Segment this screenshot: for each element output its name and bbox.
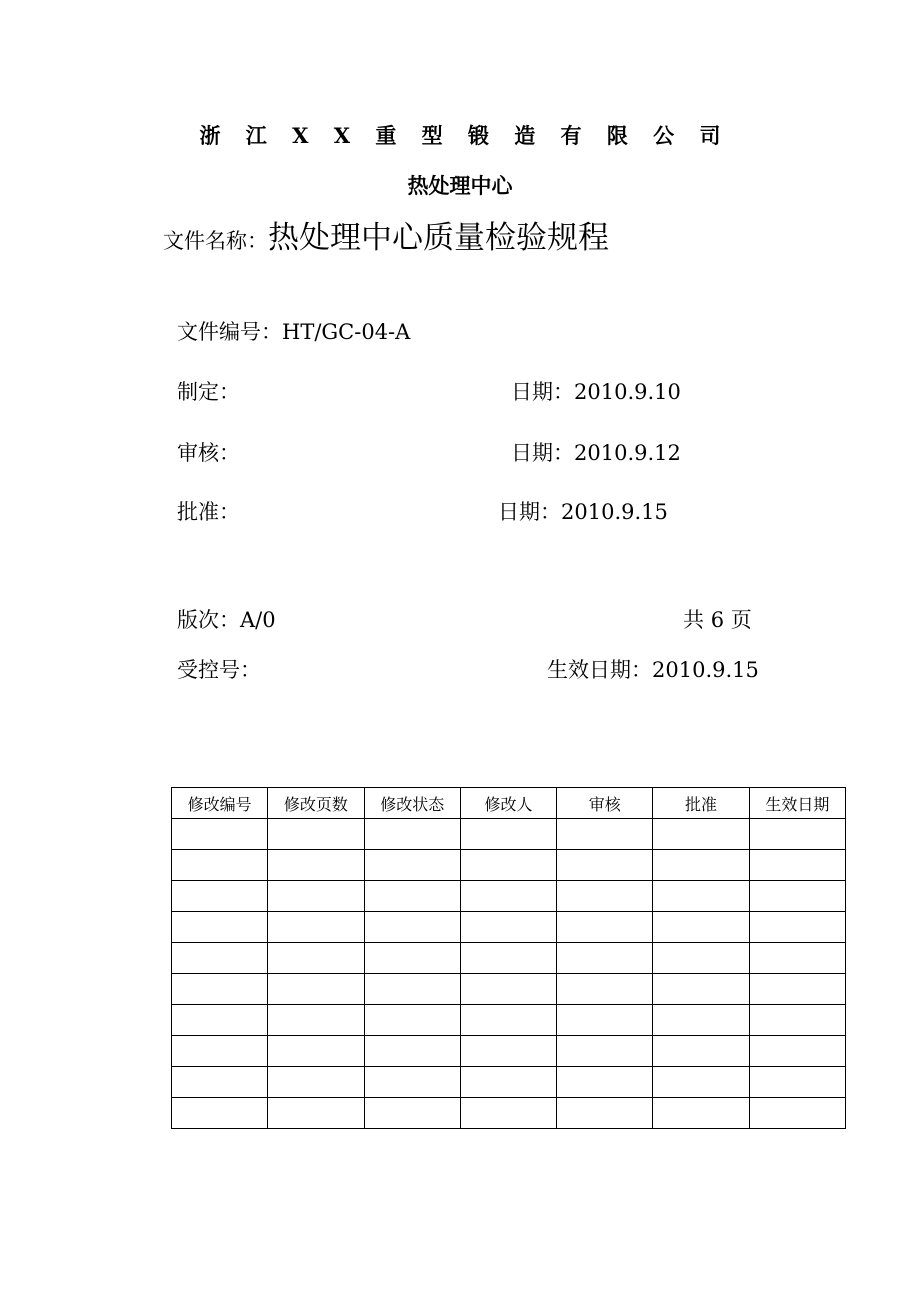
table-cell: [268, 1067, 364, 1098]
table-cell: [749, 1067, 845, 1098]
department-name: 热处理中心: [407, 173, 513, 198]
table-cell: [460, 881, 556, 912]
document-name: 热处理中心质量检验规程: [268, 220, 609, 256]
version-row: [177, 604, 276, 634]
table-cell: [460, 1036, 556, 1067]
table-row: [172, 943, 846, 974]
revision-header-cell: 生效日期: [749, 788, 845, 819]
revision-header-cell: 修改人: [460, 788, 556, 819]
table-cell: [749, 881, 845, 912]
table-cell: [268, 912, 364, 943]
table-cell: [460, 974, 556, 1005]
table-cell: [364, 974, 460, 1005]
reviewed-label: 审核：: [177, 441, 240, 465]
table-cell: [268, 943, 364, 974]
table-cell: [268, 819, 364, 850]
table-cell: [653, 1036, 749, 1067]
table-cell: [653, 1067, 749, 1098]
approved-date-label: 日期：: [498, 500, 561, 524]
table-cell: [557, 912, 653, 943]
page-count-suffix: 页: [730, 608, 752, 632]
table-cell: [653, 850, 749, 881]
document-number-label: 文件编号：: [177, 320, 282, 344]
approved-date: 2010.9.15: [561, 500, 668, 524]
table-cell: [557, 881, 653, 912]
revision-header-cell: 修改状态: [364, 788, 460, 819]
drafted-date: 2010.9.10: [574, 380, 681, 404]
table-cell: [557, 1036, 653, 1067]
drafted-label: 制定：: [177, 380, 240, 404]
effective-date: 2010.9.15: [652, 658, 759, 682]
revision-header-cell: 批准: [653, 788, 749, 819]
approved-date-row: [498, 496, 668, 526]
table-cell: [557, 850, 653, 881]
table-cell: [268, 974, 364, 1005]
table-cell: [749, 850, 845, 881]
table-row: [172, 974, 846, 1005]
table-cell: [172, 1005, 268, 1036]
table-cell: [557, 819, 653, 850]
table-cell: [364, 1067, 460, 1098]
table-cell: [749, 1098, 845, 1129]
table-cell: [172, 974, 268, 1005]
table-cell: [749, 974, 845, 1005]
reviewed-date-label: 日期：: [511, 441, 574, 465]
table-cell: [460, 912, 556, 943]
approved-label: 批准：: [177, 500, 240, 524]
drafted-date-row: [511, 376, 681, 406]
table-cell: [172, 819, 268, 850]
table-cell: [364, 850, 460, 881]
version-value: A/0: [240, 608, 276, 632]
table-cell: [557, 974, 653, 1005]
table-cell: [172, 850, 268, 881]
table-cell: [749, 912, 845, 943]
table-cell: [653, 943, 749, 974]
table-cell: [557, 1005, 653, 1036]
effective-date-label: 生效日期：: [547, 658, 652, 682]
table-cell: [364, 819, 460, 850]
drafted-date-label: 日期：: [511, 380, 574, 404]
table-cell: [364, 943, 460, 974]
table-cell: [749, 1005, 845, 1036]
table-cell: [364, 881, 460, 912]
table-cell: [172, 881, 268, 912]
table-row: [172, 912, 846, 943]
table-row: [172, 1067, 846, 1098]
table-row: [172, 1098, 846, 1129]
table-cell: [172, 943, 268, 974]
company-name: 浙 江 X X 重 型 锻 造 有 限 公 司: [199, 123, 730, 148]
table-cell: [364, 1098, 460, 1129]
table-cell: [653, 819, 749, 850]
table-cell: [172, 912, 268, 943]
table-cell: [172, 1036, 268, 1067]
effective-date-row: [547, 654, 759, 684]
table-cell: [172, 1067, 268, 1098]
table-row: [172, 881, 846, 912]
table-cell: [268, 1098, 364, 1129]
reviewed-date: 2010.9.12: [574, 441, 681, 465]
table-cell: [557, 1067, 653, 1098]
table-cell: [268, 1005, 364, 1036]
page-count-prefix: 共: [683, 608, 704, 632]
document-name-label: 文件名称：: [163, 229, 268, 253]
table-cell: [557, 1098, 653, 1129]
table-cell: [460, 850, 556, 881]
table-cell: [172, 1098, 268, 1129]
table-row: [172, 850, 846, 881]
table-cell: [364, 1036, 460, 1067]
table-cell: [653, 974, 749, 1005]
table-cell: [268, 881, 364, 912]
table-cell: [268, 1036, 364, 1067]
revision-table: [171, 787, 846, 1129]
page-count-value: 6: [710, 608, 725, 632]
table-cell: [653, 1005, 749, 1036]
table-row: [172, 1036, 846, 1067]
revision-header-cell: 修改编号: [172, 788, 268, 819]
document-number: HT/GC-04-A: [282, 320, 411, 344]
document-name-row: [163, 212, 609, 257]
revision-table-body: [172, 819, 846, 1129]
document-number-row: [177, 316, 410, 346]
table-cell: [653, 1098, 749, 1129]
table-cell: [460, 819, 556, 850]
table-cell: [460, 1005, 556, 1036]
table-cell: [460, 1067, 556, 1098]
table-row: [172, 1005, 846, 1036]
table-cell: [653, 912, 749, 943]
table-cell: [268, 850, 364, 881]
table-cell: [364, 1005, 460, 1036]
revision-header-cell: 审核: [557, 788, 653, 819]
table-cell: [749, 943, 845, 974]
table-cell: [460, 943, 556, 974]
page-count: [683, 604, 752, 634]
table-cell: [653, 881, 749, 912]
table-row: [172, 819, 846, 850]
table-cell: [557, 943, 653, 974]
version-label: 版次：: [177, 608, 240, 632]
table-cell: [749, 819, 845, 850]
reviewed-date-row: [511, 437, 681, 467]
control-number-label: 受控号：: [177, 658, 261, 682]
table-cell: [749, 1036, 845, 1067]
table-cell: [460, 1098, 556, 1129]
revision-table-header-row: [172, 788, 846, 819]
table-cell: [364, 912, 460, 943]
revision-header-cell: 修改页数: [268, 788, 364, 819]
